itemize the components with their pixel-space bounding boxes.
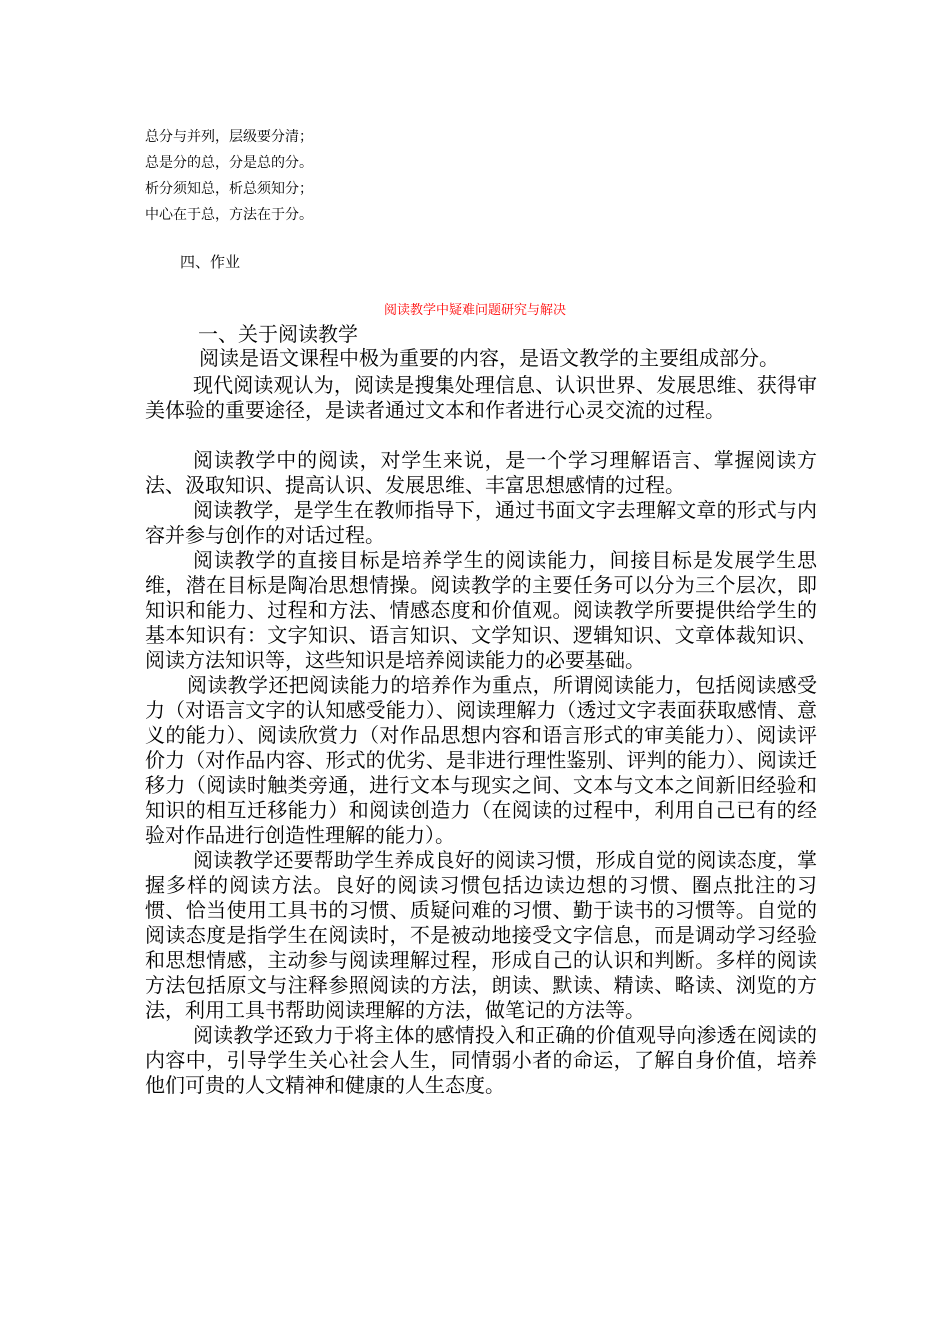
paragraph: 阅读教学还致力于将主体的感情投入和正确的价值观导向渗透在阅读的内容中，引导学生关心社会人生，同情弱小者的命运，了解自身价值，培养他们可贵的人文精神和健康的人生态度。: [145, 1023, 817, 1097]
paragraph: 阅读教学中的阅读，对学生来说，是一个学习理解语言、掌握阅读方法、汲取知识、提高认识、发展思维、丰富思想感情的过程。: [145, 448, 817, 497]
paragraph: 阅读教学还把阅读能力的培养作为重点，所谓阅读能力，包括阅读感受力（对语言文字的认知感受能力）、阅读理解力（透过文字表面获取感情、意义的能力）、阅读欣赏力（对作品思想内容和语言形式的审美能力）、阅读评价力（对作品内容、形式的优劣、是非进行理性鉴别、评判的能力）、阅读迁移力（阅读时触类旁通，进行文本与现实之间、文本与文本之间新旧经验和知识的相互迁移能力）和阅读创造力（在阅读的过程中，利用自己已有的经验对作品进行创造性理解的能力）。: [145, 673, 817, 847]
mnemonic-verse: [145, 124, 445, 228]
section-heading-homework: 四、作业: [180, 253, 241, 271]
verse-line: 总分与并列，层级要分清；: [145, 129, 313, 145]
paragraph: 阅读是语文课程中极为重要的内容，是语文教学的主要组成部分。: [199, 346, 779, 370]
article-title: 阅读教学中疑难问题研究与解决: [383, 303, 566, 318]
section-heading-reading-teaching: 一、关于阅读教学: [198, 322, 358, 346]
verse-line: 总是分的总，分是总的分。: [145, 155, 313, 171]
paragraph: 阅读教学的直接目标是培养学生的阅读能力，间接目标是发展学生思维，潜在目标是陶冶思想情操。阅读教学的主要任务可以分为三个层次，即知识和能力、过程和方法、情感态度和价值观。阅读教学所要提供给学生的基本知识有：文字知识、语言知识、文学知识、逻辑知识、文章体裁知识、阅读方法知识等，这些知识是培养阅读能力的必要基础。: [145, 548, 817, 672]
verse-line: 中心在于总，方法在于分。: [145, 207, 313, 223]
paragraph: 阅读教学，是学生在教师指导下，通过书面文字去理解文章的形式与内容并参与创作的对话过程。: [145, 498, 817, 547]
article-body: [145, 346, 817, 1098]
verse-line: 析分须知总，析总须知分；: [145, 181, 313, 197]
paragraph: 阅读教学还要帮助学生养成良好的阅读习惯，形成自觉的阅读态度，掌握多样的阅读方法。良好的阅读习惯包括边读边想的习惯、圈点批注的习惯、恰当使用工具书的习惯、质疑问难的习惯、勤于读书的习惯等。自觉的阅读态度是指学生在阅读时，不是被动地接受文字信息，而是调动学习经验和思想情感，主动参与阅读理解过程，形成自己的认识和判断。多样的阅读方法包括原文与注释参照阅读的方法，朗读、默读、精读、略读、浏览的方法，利用工具书帮助阅读理解的方法，做笔记的方法等。: [145, 848, 817, 1022]
paragraph: 现代阅读观认为，阅读是搜集处理信息、认识世界、发展思维、获得审美体验的重要途径，是读者通过文本和作者进行心灵交流的过程。: [145, 373, 817, 422]
